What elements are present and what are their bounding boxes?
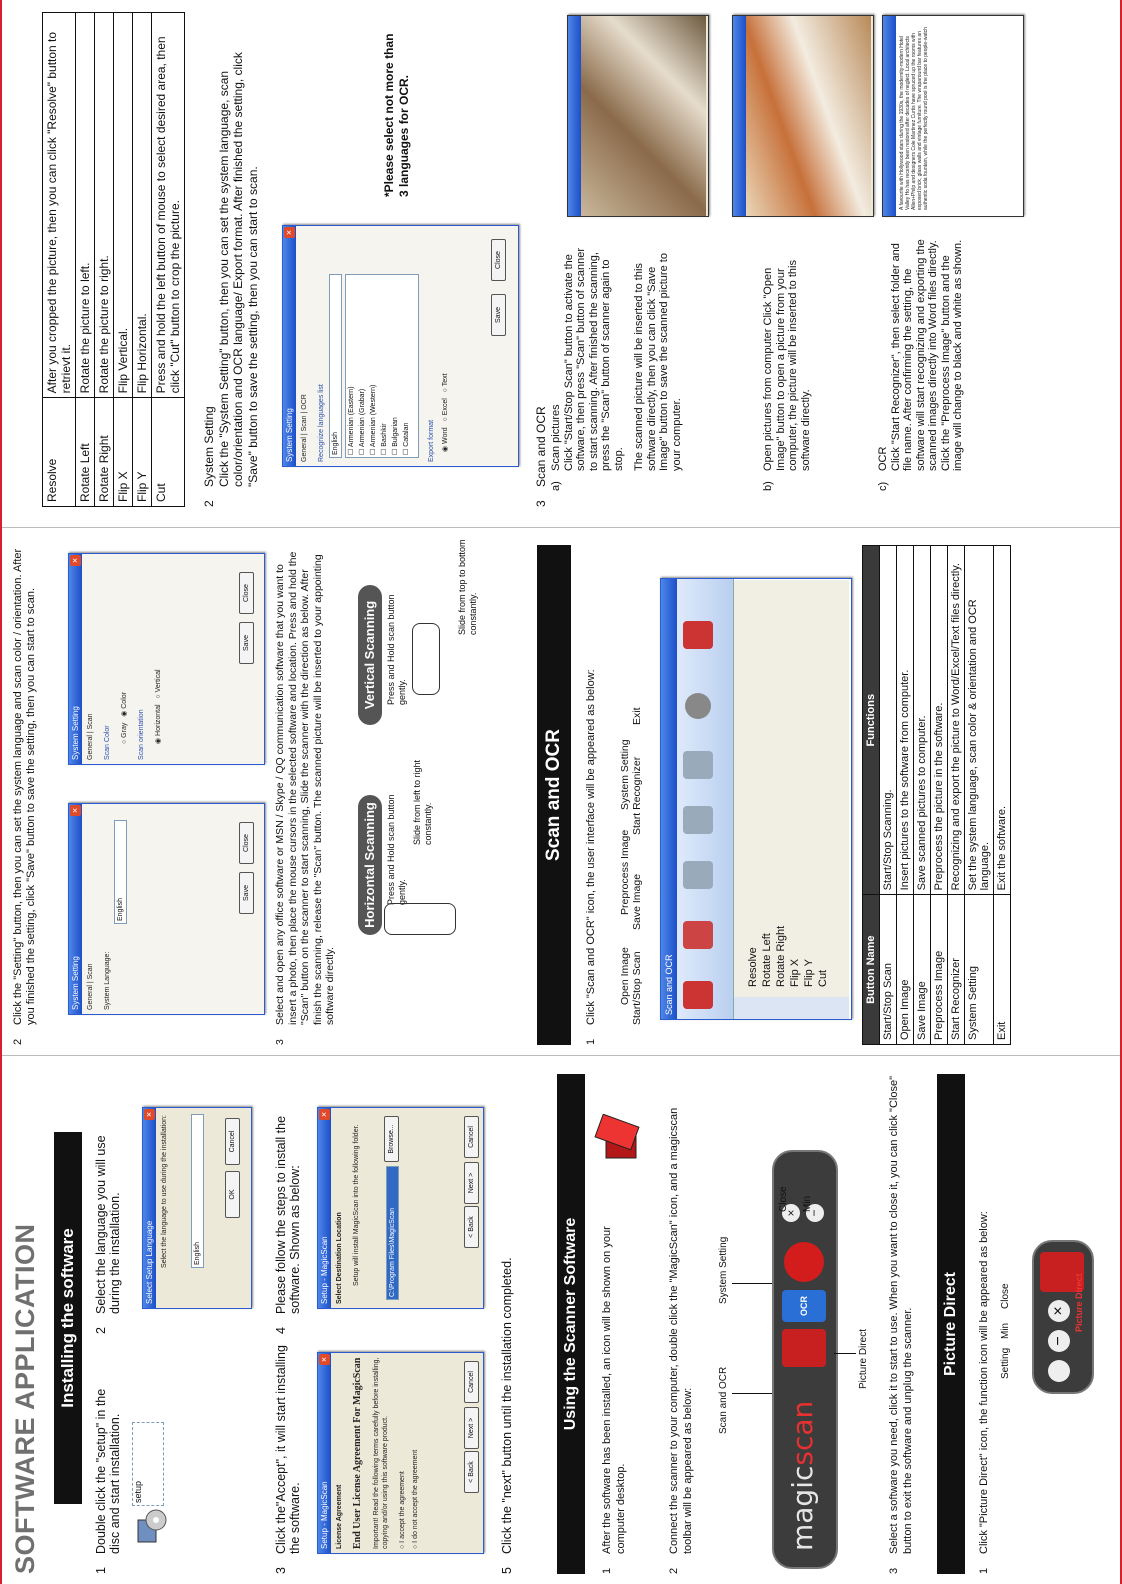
table-row: Resolve After you cropped the picture, then you can click "Resolve" button to retrievt it.: [43, 13, 76, 507]
open-image-button[interactable]: [683, 921, 713, 949]
leader-line: [732, 1283, 774, 1284]
rotate-right-button[interactable]: Rotate Right: [775, 925, 787, 987]
rotate-left-button[interactable]: Rotate Left: [761, 933, 773, 987]
tab-scan[interactable]: Scan: [87, 963, 94, 980]
install-step-1: 1 Double click the "setup" in the disc and start installation.: [94, 1388, 122, 1574]
callout-scan-ocr: Scan and OCR: [718, 1366, 729, 1434]
close-icon[interactable]: ×: [144, 1109, 155, 1120]
back-button[interactable]: < Back: [464, 1451, 479, 1493]
install-step-3: 3 Click the"Accept", it will start installing the software.: [274, 1345, 302, 1574]
scan-pictures-step: a) Scan pictures Click "Start/Stop Scan" button to activate the software, then press "Scan" button of scanner to start scanning. After finished the scanning, press the "Scan" button of scanner again to stop. The scanned picture will be inserted to this software directly, then you can click "Save Image" button to save the scanned picture to your computer.: [550, 247, 683, 491]
setup-disc-icon: [132, 1508, 168, 1544]
close-button[interactable]: Close: [491, 239, 506, 281]
install-step-2: 2 Select the language you will use during the installation.: [94, 1135, 122, 1334]
using-step-2: 2 Connect the scanner to your computer, double click the "MagicScan" icon, and a magicscan toolbar will be appeared as below:: [668, 1107, 694, 1574]
magicscan-desktop-icon: [592, 1114, 642, 1164]
open-pictures-step: b) Open pictures from computer Click "Open Image" button to open a picture from your computer, the picture will be inserted to this software directly.: [762, 260, 812, 491]
callout-min: Min: [1000, 1322, 1011, 1339]
callout-picture-direct: Picture Direct: [858, 1328, 869, 1389]
cancel-button[interactable]: Cancel: [464, 1116, 479, 1158]
cut-button[interactable]: Cut: [817, 969, 829, 987]
cancel-button[interactable]: Cancel: [225, 1118, 240, 1165]
scan-ocr-step-1: 1 Click "Scan and OCR" icon, the user interface will be appeared as below:: [585, 669, 597, 1045]
scan-ocr-toolbar: [677, 579, 734, 1019]
next-button[interactable]: Next >: [464, 1162, 479, 1204]
table-row: Start Recognizer Recognizing and export the picture to Word/Excel/Text files directly.: [948, 546, 965, 1045]
callout-min: Min: [802, 1195, 813, 1212]
ocr-result-window: [882, 15, 1024, 217]
ok-button[interactable]: OK: [225, 1171, 240, 1218]
table-row: Flip X Flip Vertical.: [114, 13, 133, 507]
next-button[interactable]: Next >: [464, 1407, 479, 1449]
picture-direct-icon[interactable]: [782, 1329, 826, 1367]
picture-direct-toolbar: [1032, 1240, 1094, 1394]
picture-direct-step-1: 1 Click "Picture Direct" icon, the function icon will be appeared as below:: [978, 1211, 990, 1574]
setup-file-label: setup: [132, 1422, 164, 1506]
table-row: Open Image Insert pictures to the software from computer.: [897, 546, 914, 1045]
scan-ocr-step-3: 3 Scan and OCR: [534, 406, 548, 507]
scan-color-radio[interactable]: ○ Gray ◉ Color: [121, 692, 128, 744]
browse-button[interactable]: Browse...: [384, 1116, 399, 1162]
table-row: Flip Y Flip Horizontal.: [133, 13, 152, 507]
callout-setting: Setting: [1000, 1347, 1011, 1379]
tab-scan[interactable]: Scan: [301, 415, 308, 432]
close-button[interactable]: Close: [239, 822, 254, 864]
section-heading-scan-ocr: Scan and OCR: [537, 545, 571, 1045]
close-button[interactable]: Close: [239, 572, 254, 614]
close-icon[interactable]: ×: [1048, 1300, 1070, 1322]
close-icon[interactable]: ×: [70, 805, 81, 816]
table-row: Rotate Right Rotate the picture to right.: [95, 13, 114, 507]
accept-radio[interactable]: ○ I accept the agreement: [399, 1471, 406, 1549]
install-path-field[interactable]: C:\Program Files\MagicScan: [386, 1166, 399, 1300]
system-language-select[interactable]: English: [114, 820, 127, 924]
using-step-1: 1 After the software has been installed, an icon will be shown on your computer desktop.: [601, 1226, 627, 1574]
destination-dialog: Setup - MagicScan × Select Destination Location Setup will install MagicScan into the following folder. C:\Program Files\MagicScan Browse... < Back Next > Cancel: [317, 1107, 484, 1309]
save-button[interactable]: Save: [239, 622, 254, 664]
table-row: Save Image Save scanned pictures to computer.: [914, 546, 931, 1045]
ocr-language-note: *Please select not more than 3 languages for OCR.: [382, 33, 411, 197]
system-setting-ocr-dialog: System Setting × General | Scan | OCR Recognize languages list English ☐ Armenian (Eastern) ☐ Armenian (Grabar) ☐ Armenian (Western) ☐ Bashkir ☐ Bulgarian ☐ Catalan Export format ◉ Word ○ Excel ○ Text Save Close: [282, 225, 519, 467]
leader-line: [732, 1393, 774, 1394]
table-row: Preprocess Image Preprocess the picture in the software.: [931, 546, 948, 1045]
scanned-photo: [581, 16, 706, 216]
opened-photo: [746, 16, 871, 216]
horizontal-press-note: Press and Hold scan button gently.: [386, 794, 407, 905]
using-step-3: 3 Select a software you need, click it to start to use. When you want to close it, you can click "Close" button to exit the software and unplug the scanner.: [888, 1076, 914, 1574]
panel-installing: [2, 1059, 1120, 1584]
close-icon[interactable]: ×: [70, 555, 81, 566]
tab-general[interactable]: General: [87, 735, 94, 760]
scanned-photo-window: [567, 15, 709, 217]
horizontal-slide-note: Slide from left to right constantly.: [412, 759, 433, 845]
side-label-list: [746, 926, 830, 987]
start-recognizer-button[interactable]: [683, 751, 713, 779]
panel-ocr-settings: [2, 2, 1120, 527]
panel-settings-scan: [2, 530, 1120, 1055]
scan-step-3: 3 Select and open any office software or MSN / Skype / QQ communication software that you want to insert a photo, then place the mouse cursors in the selected software and location. Press and hold the "Scan" button on the scanner to start scanning, Slide the scanner with the direction as below. After finish the scanning, release the "Scan" button. The scanned picture will be inserted to your appointing software directly.: [274, 551, 336, 1045]
gear-icon[interactable]: [685, 693, 711, 719]
horizontal-scanning-title: Horizontal Scanning: [358, 795, 382, 935]
save-button[interactable]: Save: [491, 294, 506, 336]
side-tool-column: [734, 997, 849, 1019]
page-title: SOFTWARE APPLICATION: [10, 1223, 40, 1574]
save-image-button[interactable]: [683, 861, 713, 889]
callout-close: Close: [1000, 1283, 1011, 1309]
tab-scan[interactable]: Scan: [87, 713, 94, 730]
ocr-sample-text: A favourite with Hollywood stars during the 1930s, the modernity-modern Hotel Valley Ho has recently been restored after decades of neglect. Local architects Allen+Philp and designers Cole Martinez Curtis have spruced up the rooms with exposed brick, glass walls and vintage furniture. The wraparound bar features an authentic soda fountain, while the perfectly round pool is the place to people-watch: [899, 27, 929, 210]
section-heading-using: Using the Scanner Software: [557, 1074, 585, 1574]
scanner-horizontal-icon: [384, 903, 456, 935]
tab-ocr[interactable]: OCR: [301, 394, 308, 410]
cancel-button[interactable]: Cancel: [464, 1361, 479, 1403]
ocr-language-field[interactable]: English: [329, 274, 342, 458]
gear-icon[interactable]: [784, 1242, 824, 1282]
gear-icon[interactable]: [1048, 1360, 1070, 1382]
flip-y-button[interactable]: Flip Y: [803, 959, 815, 987]
language-select[interactable]: English: [191, 1114, 204, 1268]
install-step-4: 4 Please follow the steps to install the software. Shown as below:: [274, 1115, 302, 1334]
section-heading-picture-direct: Picture Direct: [937, 1074, 965, 1574]
save-button[interactable]: Save: [239, 872, 254, 914]
picture-direct-label: Picture Direct: [1074, 1273, 1084, 1332]
minimize-icon[interactable]: −: [1048, 1330, 1070, 1352]
preprocess-image-button[interactable]: [683, 806, 713, 834]
tab-general[interactable]: General: [301, 437, 308, 462]
flip-x-button[interactable]: Flip X: [789, 958, 801, 987]
scanner-vertical-icon: [412, 623, 440, 695]
table-row: Exit Exit the software.: [994, 546, 1011, 1045]
export-format-radio[interactable]: ◉ Word ○ Excel ○ Text: [442, 373, 449, 452]
scan-ocr-icon[interactable]: OCR: [782, 1290, 826, 1322]
install-step-5: 5 Click the "next" button until the installation completed.: [500, 1257, 514, 1574]
back-button[interactable]: < Back: [464, 1206, 479, 1248]
resolve-button[interactable]: Resolve: [747, 947, 759, 987]
system-setting-general-dialog: System Setting × General | Scan System Language: English Save Close: [68, 803, 265, 1015]
magicscan-toolbar: [772, 1150, 838, 1569]
license-dialog: Setup - MagicScan × License Agreement End User License Agreement For MagicScan Important! Read the following terms carefully before installing, copying and/or using this software product. ○ I accept the agreement ○ I do not accept the agreement < Back Next > Cancel: [317, 1352, 484, 1554]
vertical-slide-note: Slide from top to bottom constantly.: [457, 539, 478, 635]
magicscan-logo: magicscan: [786, 1400, 819, 1551]
opened-photo-window: [732, 15, 874, 217]
close-icon[interactable]: ×: [284, 227, 295, 238]
table-row: System Setting Set the system language, scan color & orientation and OCR language.: [965, 546, 994, 1045]
top-label-list: Start/Stop Scan Open Image Save Image Preprocess Image Start Recognizer System Setting Exit: [619, 707, 643, 1025]
table-row: Rotate Left Rotate the picture to left.: [76, 13, 95, 507]
scan-ocr-window: Scan and OCR Resolve Rotate Left Rotate Right Flip X Flip Y Cut: [660, 578, 852, 1020]
tab-general[interactable]: General: [87, 985, 94, 1010]
scan-orientation-radio[interactable]: ◉ Horizontal ○ Vertical: [155, 669, 162, 744]
exit-button[interactable]: [683, 621, 713, 649]
system-setting-scan-dialog: System Setting × General | Scan Scan Color ○ Gray ◉ Color Scan orientation ◉ Horizontal ○ Vertical Save Close: [68, 553, 265, 765]
table-row: Start/Stop Scan Start/Stop Scanning.: [880, 546, 897, 1045]
callout-system-setting: System Setting: [718, 1236, 729, 1304]
ocr-step: c) OCR Click "Start Recognizer", then select folder and file name. After confirming the setting, the software will start recognizing and exporting the scanned images directly into Word files directly. Click the "Preprocess Image" button and the image will change to black and white as shown.: [877, 239, 964, 491]
vertical-press-note: Press and Hold scan button gently.: [386, 594, 407, 705]
decline-radio[interactable]: ○ I do not accept the agreement: [412, 1449, 419, 1549]
minimize-icon[interactable]: −: [806, 1204, 824, 1222]
select-language-dialog: Select Setup Language × Select the language to use during the installation: English OK Cancel: [142, 1107, 252, 1309]
panel-divider: [2, 1055, 1120, 1056]
edit-tools-table: [42, 12, 185, 507]
panel-divider: [2, 527, 1120, 528]
callout-close: Close: [778, 1186, 789, 1212]
close-icon[interactable]: ×: [319, 1109, 330, 1120]
section-heading-install: Installing the software: [54, 1132, 82, 1504]
leader-line: [834, 1353, 856, 1354]
start-stop-scan-button[interactable]: [683, 981, 713, 1009]
close-icon[interactable]: ×: [319, 1354, 330, 1365]
vertical-scanning-title: Vertical Scanning: [358, 585, 382, 725]
table-row: Cut Press and hold the left button of mouse to select desired area, then click "Cut" button to crop the picture.: [152, 13, 185, 507]
ocr-setting-step-2: 2 System Setting Click the "System Setting" button, then you can set the system language, scan color/orientation and OCR language/ Export format. After finished the setting, click "Save" button to save the setting, then you can start to scan.: [202, 52, 260, 507]
button-functions-table: Button Name Functions Start/Stop Scan Start/Stop Scanning. Open Image Insert pictures to the software from computer. Save Image Save scanned pictures to computer. Preprocess Image Preprocess the picture in the software. Start Recognizer Recognizing and export the picture to Word/Excel/Text files directly. System Setting Set the system language, scan color & orientation and OCR language. Exit Exit the software.: [862, 545, 1011, 1045]
setting-step-2: 2 Click the "Setting" button, then you can set the system language and scan color / orientation. After you finished the setting, click "Save" button to save the setting, then you can start to scan.: [12, 548, 37, 1045]
ocr-language-list[interactable]: ☐ Armenian (Eastern) ☐ Armenian (Grabar) ☐ Armenian (Western) ☐ Bashkir ☐ Bulgarian ☐ Catalan: [345, 274, 419, 458]
close-icon[interactable]: ×: [782, 1204, 800, 1222]
